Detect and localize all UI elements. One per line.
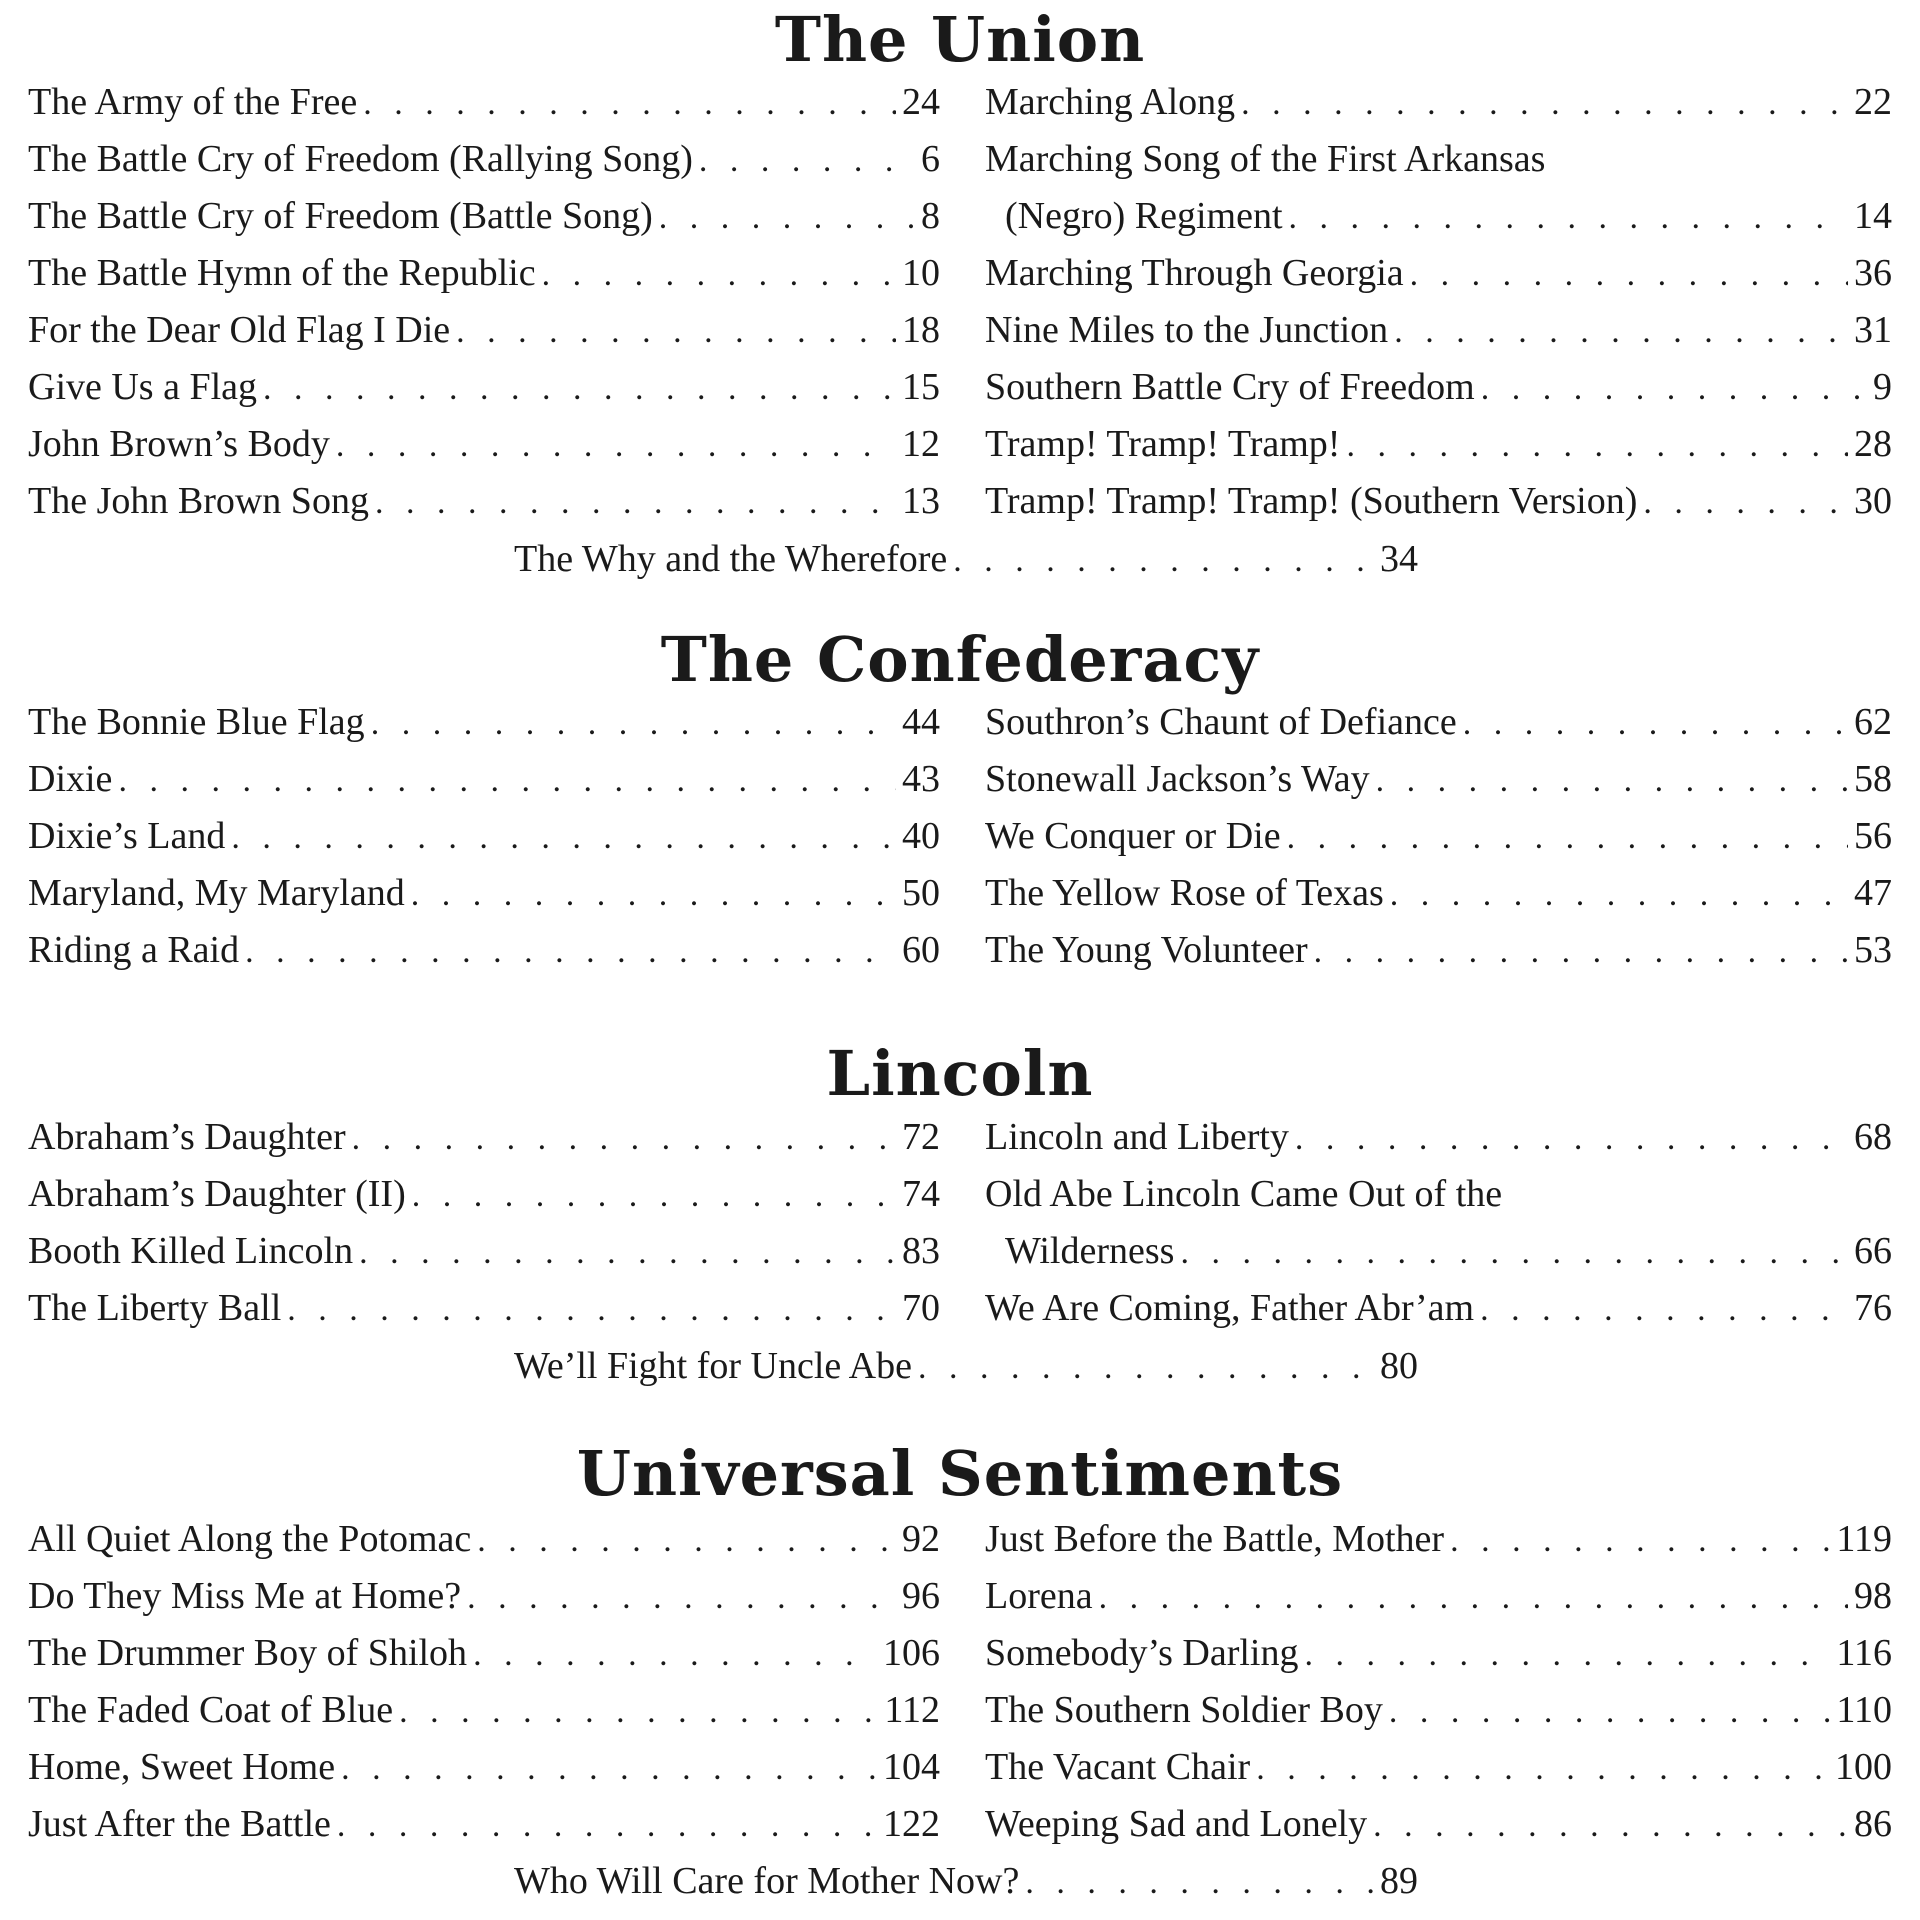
dot-leader xyxy=(659,194,915,242)
entry-title-first-line: Old Abe Lincoln Came Out of the xyxy=(985,1173,1503,1215)
entry-page: 10 xyxy=(902,252,940,294)
entry-title: Tramp! Tramp! Tramp! xyxy=(985,423,1341,465)
entry-title: (Negro) Regiment xyxy=(1005,195,1283,237)
entry-title: We Are Coming, Father Abr’am xyxy=(985,1287,1475,1329)
dot-leader xyxy=(263,365,896,413)
toc-entry xyxy=(28,1800,940,1850)
toc-entry xyxy=(28,1113,940,1163)
entry-page: 24 xyxy=(902,81,940,123)
toc-row xyxy=(0,1857,1920,1907)
toc-entry xyxy=(514,535,1418,585)
toc-row xyxy=(0,249,1920,299)
entry-title: We’ll Fight for Uncle Abe xyxy=(514,1345,912,1387)
toc-entry xyxy=(28,1227,940,1277)
entry-page: 13 xyxy=(902,480,940,522)
dot-leader xyxy=(399,1688,878,1736)
toc-entry xyxy=(28,926,940,976)
entry-page: 58 xyxy=(1854,758,1892,800)
entry-page: 30 xyxy=(1854,480,1892,522)
toc-entry xyxy=(985,1686,1892,1736)
dot-leader xyxy=(1481,365,1867,413)
entry-page: 83 xyxy=(902,1230,940,1272)
entry-page: 9 xyxy=(1873,366,1892,408)
entry-page: 14 xyxy=(1854,195,1892,237)
dot-leader xyxy=(231,814,896,862)
dot-leader xyxy=(1287,814,1848,862)
entry-title: Dixie’s Land xyxy=(28,815,226,857)
toc-row xyxy=(0,1227,1920,1277)
entry-title: Stonewall Jackson’s Way xyxy=(985,758,1370,800)
entry-title: Booth Killed Lincoln xyxy=(28,1230,354,1272)
entry-title: Marching Along xyxy=(985,81,1236,123)
toc-row xyxy=(0,306,1920,356)
entry-title: Just Before the Battle, Mother xyxy=(985,1518,1445,1560)
entry-page: 74 xyxy=(902,1173,940,1215)
entry-title: Tramp! Tramp! Tramp! (Southern Version) xyxy=(985,480,1638,522)
toc-entry xyxy=(28,192,940,242)
entry-page: 68 xyxy=(1854,1116,1892,1158)
entry-page: 56 xyxy=(1854,815,1892,857)
entry-page: 47 xyxy=(1854,872,1892,914)
toc-entry xyxy=(985,477,1892,527)
dot-leader xyxy=(477,1517,896,1565)
entry-title: Lincoln and Liberty xyxy=(985,1116,1289,1158)
dot-leader xyxy=(337,1802,877,1850)
entry-title: Home, Sweet Home xyxy=(28,1746,336,1788)
toc-entry xyxy=(28,1515,940,1565)
section-title-union: The Union xyxy=(774,3,1146,76)
dot-leader xyxy=(1025,1859,1374,1907)
dot-leader xyxy=(1410,251,1848,299)
toc-entry xyxy=(985,869,1892,919)
section-title-lincoln: Lincoln xyxy=(826,1037,1094,1110)
toc-row xyxy=(0,812,1920,862)
entry-page: 96 xyxy=(902,1575,940,1617)
entry-title: The Why and the Wherefore xyxy=(514,538,948,580)
entry-title: The Vacant Chair xyxy=(985,1746,1251,1788)
toc-entry xyxy=(985,926,1892,976)
entry-page: 89 xyxy=(1380,1860,1418,1902)
toc-row xyxy=(0,1686,1920,1736)
entry-title: The Faded Coat of Blue xyxy=(28,1689,394,1731)
entry-title: The Bonnie Blue Flag xyxy=(28,701,365,743)
dot-leader xyxy=(1390,871,1848,919)
toc-entry xyxy=(28,78,940,128)
entry-page: 106 xyxy=(883,1632,940,1674)
toc-entry xyxy=(28,812,940,862)
toc-row xyxy=(0,1572,1920,1622)
entry-page: 8 xyxy=(921,195,940,237)
dot-leader xyxy=(118,757,896,805)
toc-entry xyxy=(985,1572,1892,1622)
entry-title: Give Us a Flag xyxy=(28,366,258,408)
dot-leader xyxy=(1389,1688,1831,1736)
dot-leader xyxy=(1346,422,1848,470)
toc-entry xyxy=(28,755,940,805)
entry-title: All Quiet Along the Potomac xyxy=(28,1518,472,1560)
entry-title: Abraham’s Daughter xyxy=(28,1116,346,1158)
toc-entry xyxy=(985,1113,1892,1163)
entry-page: 98 xyxy=(1854,1575,1892,1617)
entry-page: 110 xyxy=(1836,1689,1892,1731)
entry-page: 122 xyxy=(883,1803,940,1845)
toc-row xyxy=(0,535,1920,585)
toc-entry xyxy=(28,1284,940,1334)
entry-title: The Army of the Free xyxy=(28,81,358,123)
toc-row xyxy=(0,192,1920,242)
entry-page: 86 xyxy=(1854,1803,1892,1845)
entry-title: John Brown’s Body xyxy=(28,423,330,465)
entry-page: 53 xyxy=(1854,929,1892,971)
toc-row xyxy=(0,477,1920,527)
entry-title: The Southern Soldier Boy xyxy=(985,1689,1383,1731)
entry-title: The Young Volunteer xyxy=(985,929,1308,971)
toc-entry xyxy=(514,1342,1418,1392)
entry-page: 50 xyxy=(902,872,940,914)
dot-leader xyxy=(336,422,896,470)
dot-leader xyxy=(341,1745,877,1793)
dot-leader xyxy=(1295,1115,1848,1163)
toc-entry xyxy=(28,1572,940,1622)
toc-entry xyxy=(985,1284,1892,1334)
toc-row xyxy=(0,1342,1920,1392)
toc-row xyxy=(0,926,1920,976)
toc-entry xyxy=(28,363,940,413)
toc-entry xyxy=(985,1515,1892,1565)
toc-entry xyxy=(514,1857,1418,1907)
entry-page: 66 xyxy=(1854,1230,1892,1272)
section-title-confederacy: The Confederacy xyxy=(660,623,1260,696)
dot-leader xyxy=(411,871,896,919)
entry-page: 72 xyxy=(902,1116,940,1158)
dot-leader xyxy=(412,1172,896,1220)
entry-page: 22 xyxy=(1854,81,1892,123)
entry-title: We Conquer or Die xyxy=(985,815,1281,857)
toc-entry xyxy=(985,363,1892,413)
dot-leader xyxy=(287,1286,896,1334)
entry-page: 116 xyxy=(1836,1632,1892,1674)
entry-title: Do They Miss Me at Home? xyxy=(28,1575,462,1617)
toc-entry xyxy=(28,477,940,527)
entry-page: 44 xyxy=(902,701,940,743)
dot-leader xyxy=(359,1229,896,1277)
entry-title: Marching Through Georgia xyxy=(985,252,1404,294)
entry-title: For the Dear Old Flag I Die xyxy=(28,309,451,351)
dot-leader xyxy=(1394,308,1848,356)
toc-entry xyxy=(985,249,1892,299)
toc-entry xyxy=(985,1743,1892,1793)
toc-entry xyxy=(28,698,940,748)
entry-page: 92 xyxy=(902,1518,940,1560)
toc-entry xyxy=(28,1743,940,1793)
dot-leader xyxy=(1256,1745,1829,1793)
entry-title: Abraham’s Daughter (II) xyxy=(28,1173,406,1215)
toc-entry xyxy=(985,812,1892,862)
entry-title: The Yellow Rose of Texas xyxy=(985,872,1384,914)
dot-leader xyxy=(371,700,896,748)
entry-page: 34 xyxy=(1380,538,1418,580)
dot-leader xyxy=(1450,1517,1830,1565)
toc-entry xyxy=(28,869,940,919)
dot-leader xyxy=(1373,1802,1848,1850)
entry-title-first-line: Marching Song of the First Arkansas xyxy=(985,138,1546,180)
entry-title: The Battle Cry of Freedom (Battle Song) xyxy=(28,195,653,237)
entry-page: 60 xyxy=(902,929,940,971)
toc-row xyxy=(0,1113,1920,1163)
entry-page: 43 xyxy=(902,758,940,800)
entry-page: 12 xyxy=(902,423,940,465)
dot-leader xyxy=(467,1574,896,1622)
dot-leader xyxy=(1099,1574,1848,1622)
entry-title: The Liberty Ball xyxy=(28,1287,282,1329)
entry-page: 15 xyxy=(902,366,940,408)
entry-page: 6 xyxy=(921,138,940,180)
toc-row xyxy=(0,1743,1920,1793)
toc-row xyxy=(0,1629,1920,1679)
entry-page: 62 xyxy=(1854,701,1892,743)
toc-entry xyxy=(28,135,940,185)
toc-entry xyxy=(985,78,1892,128)
entry-page: 36 xyxy=(1854,252,1892,294)
dot-leader xyxy=(1289,194,1848,242)
toc-row xyxy=(0,698,1920,748)
toc-entry xyxy=(985,1800,1892,1850)
toc-row xyxy=(0,78,1920,128)
entry-title: Southern Battle Cry of Freedom xyxy=(985,366,1475,408)
entry-title: Maryland, My Maryland xyxy=(28,872,405,914)
toc-entry xyxy=(985,1629,1892,1679)
dot-leader xyxy=(699,137,915,185)
entry-title: Nine Miles to the Junction xyxy=(985,309,1389,351)
dot-leader xyxy=(1241,80,1848,128)
entry-title: The Drummer Boy of Shiloh xyxy=(28,1632,468,1674)
entry-page: 112 xyxy=(884,1689,940,1731)
dot-leader xyxy=(375,479,896,527)
toc-row xyxy=(0,1284,1920,1334)
dot-leader xyxy=(1304,1631,1830,1679)
dot-leader xyxy=(456,308,896,356)
dot-leader xyxy=(542,251,896,299)
entry-page: 40 xyxy=(902,815,940,857)
dot-leader xyxy=(953,537,1374,585)
toc-entry xyxy=(28,306,940,356)
toc-entry xyxy=(985,1227,1892,1277)
dot-leader xyxy=(1480,1286,1848,1334)
entry-title: Who Will Care for Mother Now? xyxy=(514,1860,1020,1902)
entry-title: Southron’s Chaunt of Defiance xyxy=(985,701,1457,743)
toc-entry xyxy=(985,192,1892,242)
dot-leader xyxy=(352,1115,896,1163)
entry-page: 70 xyxy=(902,1287,940,1329)
entry-page: 28 xyxy=(1854,423,1892,465)
toc-entry xyxy=(985,755,1892,805)
entry-title: Dixie xyxy=(28,758,113,800)
entry-title: Just After the Battle xyxy=(28,1803,331,1845)
toc-entry xyxy=(28,1686,940,1736)
toc-row xyxy=(0,135,1920,185)
entry-title: Weeping Sad and Lonely xyxy=(985,1803,1368,1845)
entry-title: The Battle Cry of Freedom (Rallying Song) xyxy=(28,138,693,180)
toc-entry xyxy=(28,1629,940,1679)
toc-entry xyxy=(985,306,1892,356)
entry-page: 104 xyxy=(883,1746,940,1788)
entry-title: The Battle Hymn of the Republic xyxy=(28,252,536,294)
toc-row xyxy=(0,420,1920,470)
toc-entry xyxy=(985,698,1892,748)
dot-leader xyxy=(1376,757,1848,805)
entry-page: 76 xyxy=(1854,1287,1892,1329)
dot-leader xyxy=(245,928,896,976)
entry-title: Riding a Raid xyxy=(28,929,240,971)
dot-leader xyxy=(1463,700,1848,748)
toc-row xyxy=(0,1170,1920,1220)
toc-entry xyxy=(28,1170,940,1220)
toc-entry xyxy=(28,249,940,299)
dot-leader xyxy=(1180,1229,1848,1277)
entry-title: Wilderness xyxy=(1005,1230,1175,1272)
entry-page: 31 xyxy=(1854,309,1892,351)
entry-title: Lorena xyxy=(985,1575,1093,1617)
dot-leader xyxy=(473,1631,877,1679)
toc-row xyxy=(0,755,1920,805)
toc-entry xyxy=(985,420,1892,470)
toc-row xyxy=(0,869,1920,919)
dot-leader xyxy=(1643,479,1848,527)
entry-page: 18 xyxy=(902,309,940,351)
entry-title: The John Brown Song xyxy=(28,480,369,522)
toc-row xyxy=(0,1515,1920,1565)
toc-row xyxy=(0,363,1920,413)
entry-page: 80 xyxy=(1380,1345,1418,1387)
toc-entry xyxy=(28,420,940,470)
entry-title: Somebody’s Darling xyxy=(985,1632,1299,1674)
section-title-universal: Universal Sentiments xyxy=(576,1437,1344,1510)
toc-row xyxy=(0,1800,1920,1850)
entry-page: 100 xyxy=(1835,1746,1892,1788)
entry-page: 119 xyxy=(1836,1518,1892,1560)
dot-leader xyxy=(918,1344,1374,1392)
dot-leader xyxy=(1314,928,1848,976)
dot-leader xyxy=(363,80,896,128)
